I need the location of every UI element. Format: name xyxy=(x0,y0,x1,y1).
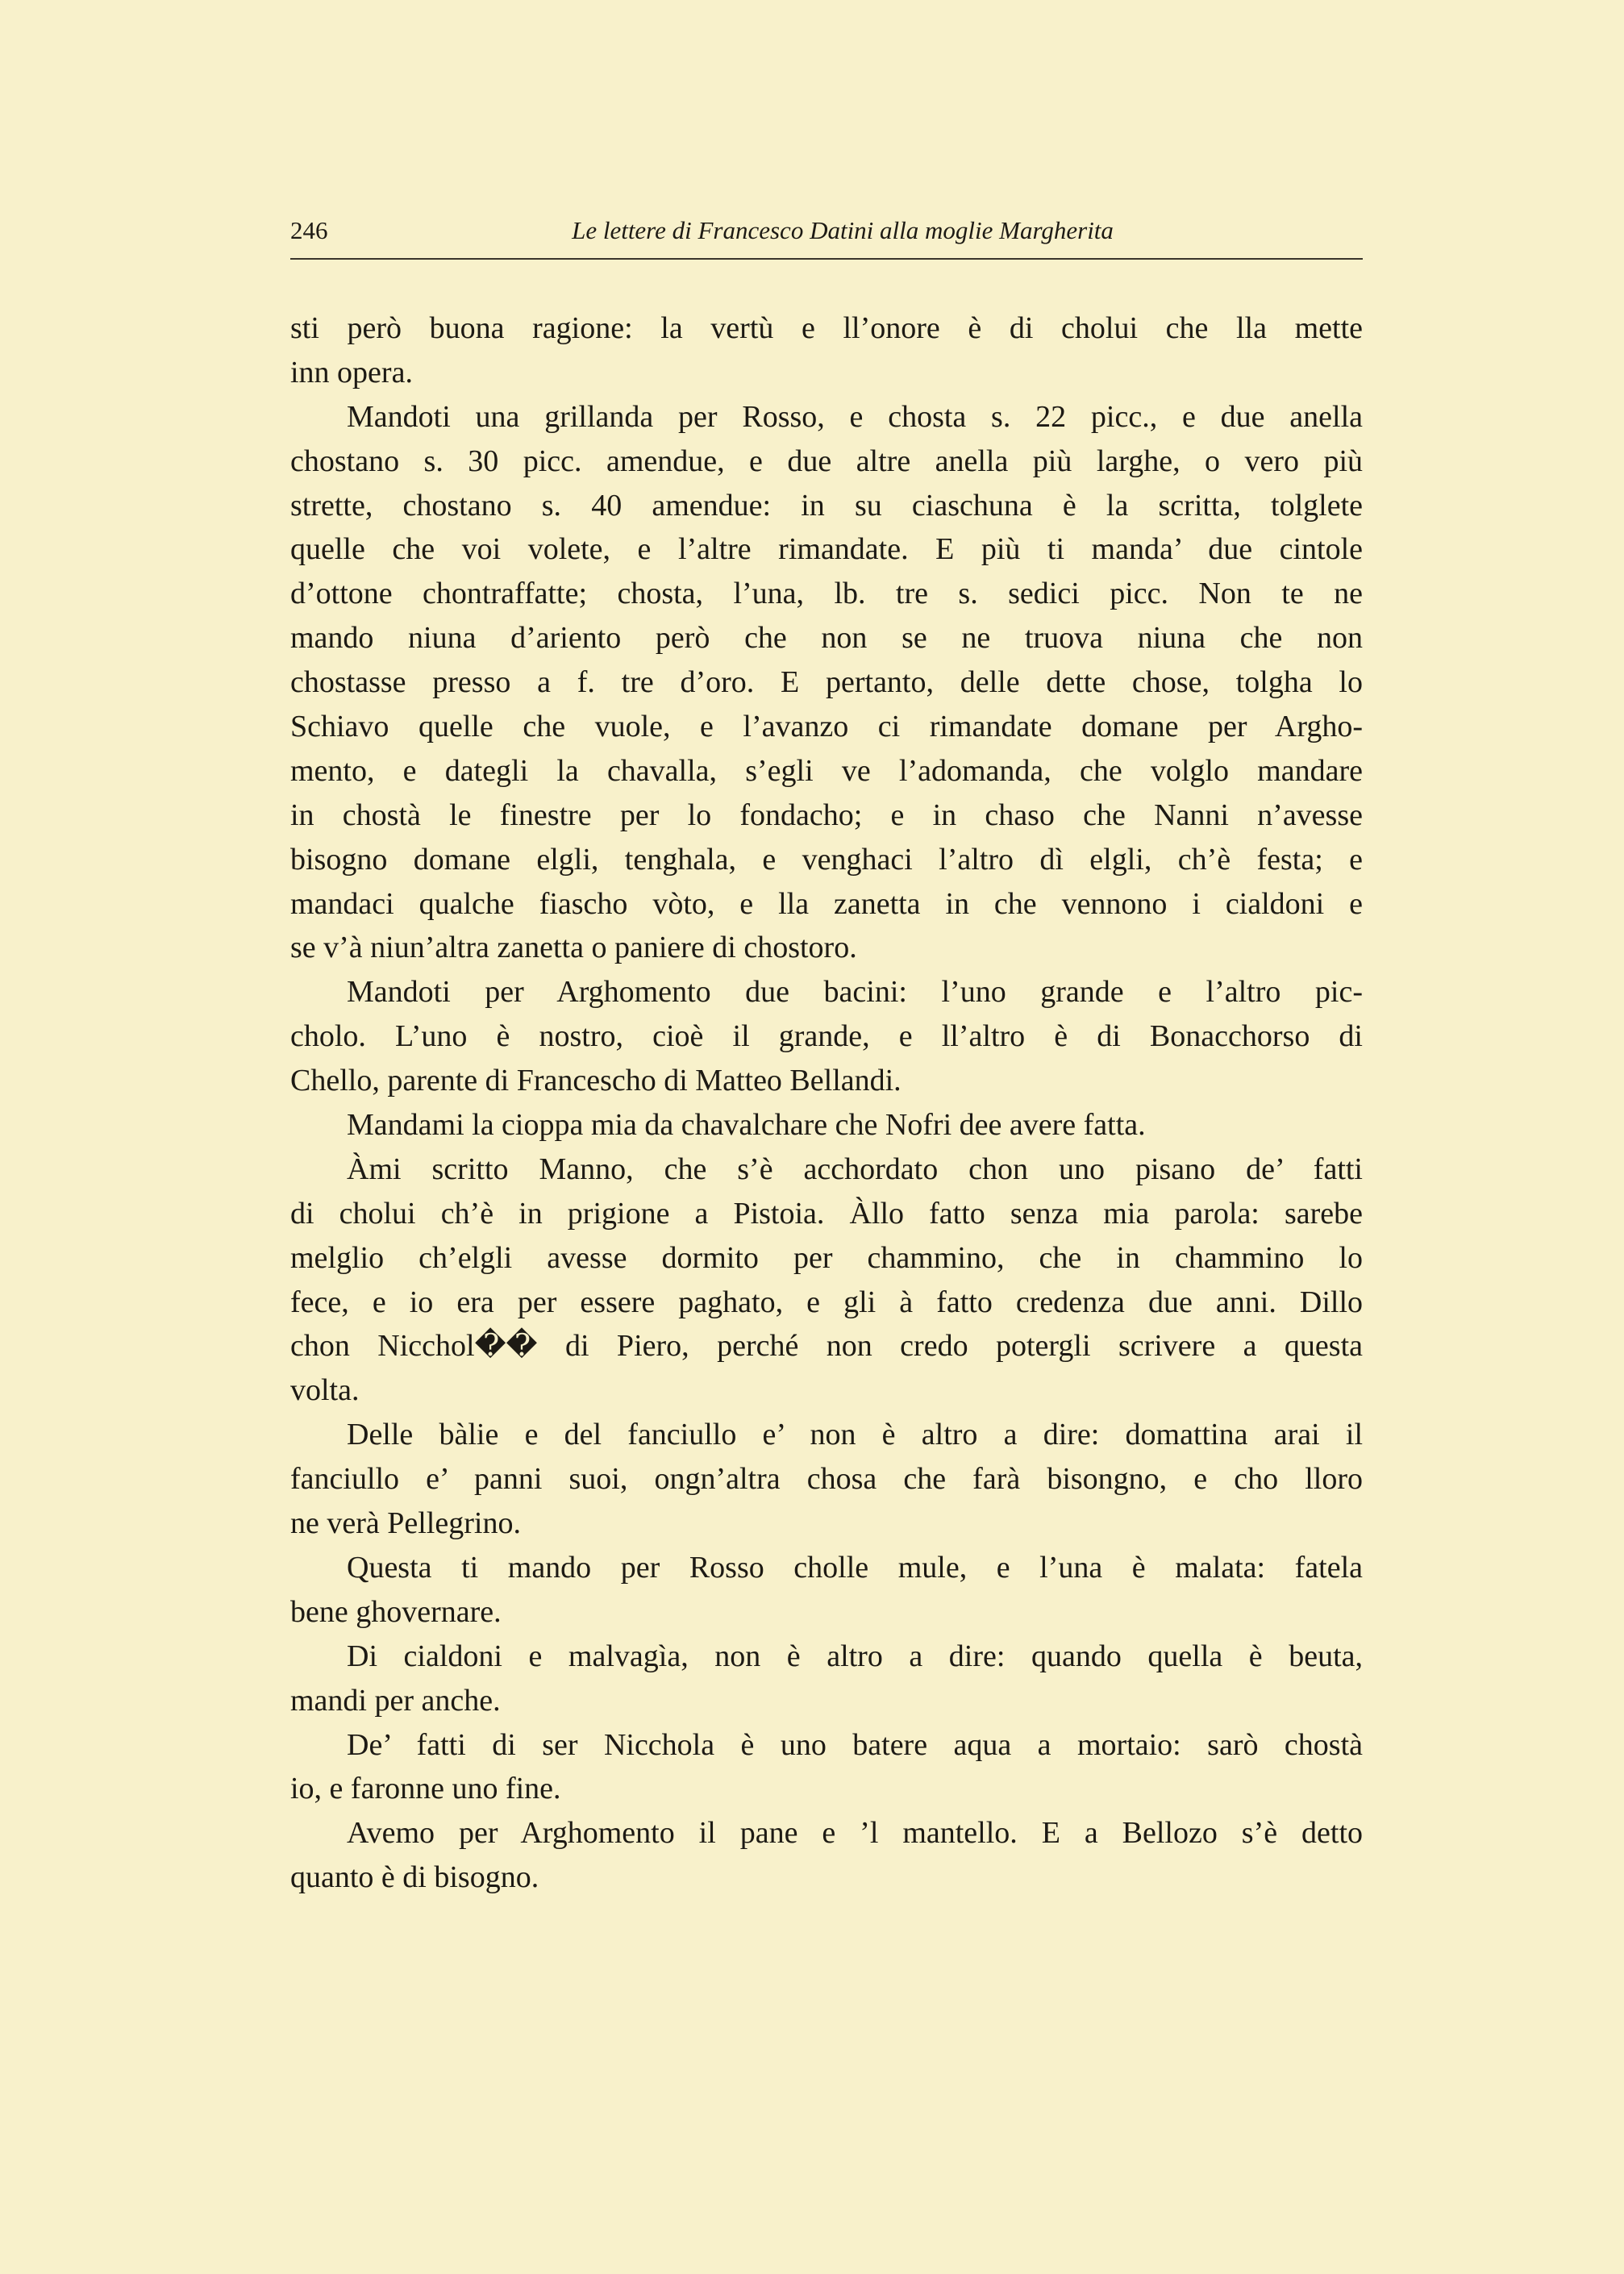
text-line: di cholui ch’è in prigione a Pistoia. Àllo fatto senza mia parola: sarebe xyxy=(290,1196,1363,1231)
text-line: Mandami la cioppa mia da chavalchare che Nofri dee avere fatta. xyxy=(347,1108,1146,1143)
text-line: fece, e io era per essere paghato, e gli à fatto credenza due anni. Dillo xyxy=(290,1285,1363,1319)
paragraph xyxy=(290,1811,1363,1900)
text-line: Avemo per Arghomento il pane e ’l mantello. E a Bellozo s’è detto xyxy=(347,1816,1363,1851)
text-line: Mandoti per Arghomento due bacini: l’uno grande e l’altro pic- xyxy=(347,975,1363,1010)
text-line: melglio ch’elgli avesse dormito per chammino, che in chammino lo xyxy=(290,1240,1363,1275)
text-line: volta. xyxy=(290,1373,360,1408)
paragraph xyxy=(290,1147,1363,1413)
text-line: ne verà Pellegrino. xyxy=(290,1506,521,1541)
text-line: Di cialdoni e malvagìa, non è altro a dire: quando quella è beuta, xyxy=(347,1639,1363,1673)
text-line: se v’à niun’altra zanetta o paniere di chostoro. xyxy=(290,931,857,965)
text-line: mando niuna d’ariento però che non se ne truova niuna che non xyxy=(290,621,1363,656)
paragraph xyxy=(290,395,1363,971)
paragraph xyxy=(290,306,1363,395)
text-line: io, e faronne uno fine. xyxy=(290,1772,561,1806)
text-line: Delle bàlie e del fanciullo e’ non è altro a dire: domattina arai il xyxy=(347,1418,1363,1452)
text-line: inn opera. xyxy=(290,355,413,389)
text-line: chostano s. 30 picc. amendue, e due altre anella più larghe, o vero più xyxy=(290,444,1363,478)
text-line: mento, e dategli la chavalla, s’egli ve l’adomanda, che volglo mandare xyxy=(290,753,1363,788)
paragraph xyxy=(290,1103,1363,1147)
paragraph xyxy=(290,1413,1363,1546)
running-header xyxy=(290,216,1363,260)
text-line: d’ottone chontraffatte; chosta, l’una, lb. tre s. sedici picc. Non te ne xyxy=(290,577,1363,611)
text-line: bene ghovernare. xyxy=(290,1594,502,1629)
text-line: Questa ti mando per Rosso cholle mule, e l’una è malata: fatela xyxy=(347,1550,1363,1585)
page-number: 246 xyxy=(290,216,328,244)
text-line: bisogno domane elgli, tenghala, e venghaci l’altro dì elgli, ch’è festa; e xyxy=(290,842,1363,877)
text-line: strette, chostano s. 40 amendue: in su ciaschuna è la scritta, tolglete xyxy=(290,488,1363,523)
text-line: Àmi scritto Manno, che s’è acchordato chon uno pisano de’ fatti xyxy=(347,1152,1363,1186)
text-line: Chello, parente di Francescho di Matteo Bellandi. xyxy=(290,1064,902,1098)
text-line: quelle che voi volete, e l’altre rimandate. E più ti manda’ due cintole xyxy=(290,532,1363,567)
text-line: quanto è di bisogno. xyxy=(290,1860,539,1895)
body-text xyxy=(290,306,1363,1900)
paragraph xyxy=(290,1635,1363,1723)
text-line: De’ fatti di ser Nicchola è uno batere aqua a mortaio: sarò chostà xyxy=(347,1727,1363,1762)
text-line: Schiavo quelle che vuole, e l’avanzo ci rimandate domane per Argho- xyxy=(290,710,1363,744)
paragraph xyxy=(290,970,1363,1103)
running-title: Le lettere di Francesco Datini alla moglie Margherita xyxy=(572,216,1114,244)
text-line: chon Nicchol�� di Piero, perché non credo potergli scrivere a questa xyxy=(290,1329,1363,1364)
text-line: sti però buona ragione: la vertù e ll’onore è di cholui che lla mette xyxy=(290,311,1363,345)
text-line: Mandoti una grillanda per Rosso, e chosta s. 22 picc., e due anella xyxy=(347,399,1363,434)
text-line: mandi per anche. xyxy=(290,1683,501,1718)
text-line: in chostà le finestre per lo fondacho; e in chaso che Nanni n’avesse xyxy=(290,798,1363,832)
paragraph xyxy=(290,1546,1363,1635)
paragraph xyxy=(290,1723,1363,1812)
text-line: fanciullo e’ panni suoi, ongn’altra chosa che farà bisongno, e cho lloro xyxy=(290,1462,1363,1497)
text-line: mandaci qualche fiascho vòto, e lla zanetta in che vennono i cialdoni e xyxy=(290,886,1363,921)
text-line: cholo. L’uno è nostro, cioè il grande, e ll’altro è di Bonacchorso di xyxy=(290,1019,1363,1054)
text-line: chostasse presso a f. tre d’oro. E pertanto, delle dette chose, tolgha lo xyxy=(290,665,1363,700)
